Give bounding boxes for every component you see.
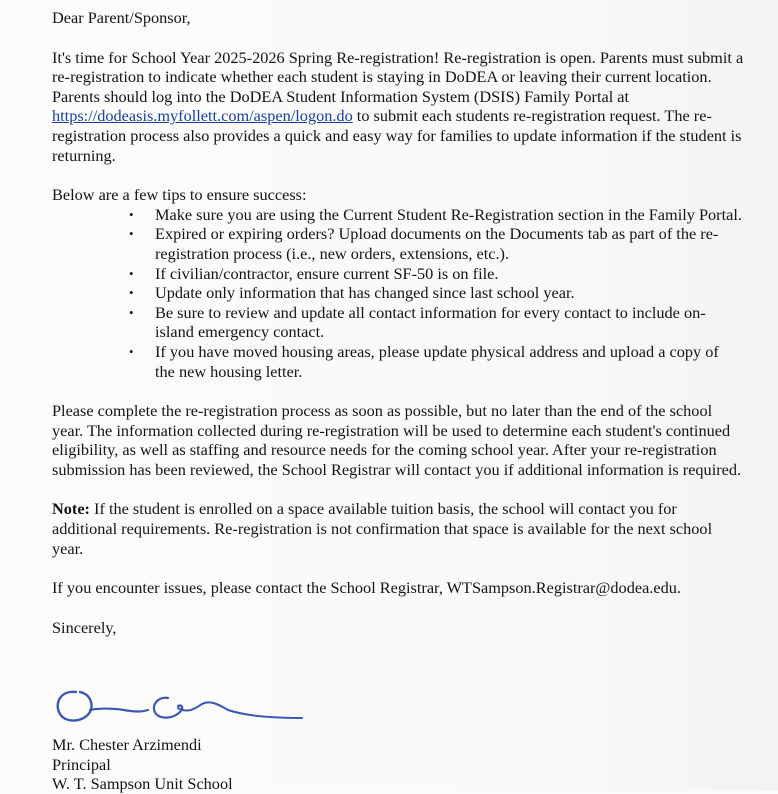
signatory-name: Mr. Chester Arzimendi <box>52 735 202 754</box>
completion-paragraph: Please complete the re-registration process as soon as possible, but no later than the end of the school year. The information collected during re-registration will be used to determine each student's continued eligibility, as well as staffing and resource needs for the coming school year. After your re-registration submission has been reviewed, the School Registrar will contact you if additional information is required. <box>52 401 742 479</box>
note-paragraph <box>52 499 742 558</box>
intro-text-2: to submit each students re-registration request. The re-registration process also provides a quick and easy way for families to update information if the student is returning. <box>52 106 742 165</box>
greeting: Dear Parent/Sponsor, <box>52 8 191 27</box>
tip-item: • Expired or expiring orders? Upload documents on the Documents tab as part of the re-registration process (i.e., new orders, extensions, etc.). <box>129 224 742 263</box>
intro-text-1: It's time for School Year 2025-2026 Spring Re-registration! Re-registration is open. Parents must submit a re-registration to indicate whether each student is staying in DoDEA or leaving their current location. Parents should log into the DoDEA Student Information System (DSIS) Family Portal at <box>52 47 744 106</box>
tip-item: • Update only information that has changed since last school year. <box>129 283 742 303</box>
handwritten-signature <box>50 682 310 730</box>
signature-block <box>52 735 233 794</box>
note-label: Note: <box>52 499 90 519</box>
tips-list <box>129 205 742 381</box>
tip-item: • If you have moved housing areas, please update physical address and upload a copy of the new housing letter. <box>129 342 742 381</box>
tip-item: • If civilian/contractor, ensure current SF-50 is on file. <box>129 264 742 284</box>
contact-line: If you encounter issues, please contact the School Registrar, WTSampson.Registrar@dodea.edu. <box>52 578 681 598</box>
tip-item: • Make sure you are using the Current Student Re-Registration section in the Family Portal. <box>129 205 742 225</box>
note-text: If the student is enrolled on a space available tuition basis, the school will contact you for additional requirements. Re-registration is not confirmation that space is available for the next school year. <box>52 499 713 558</box>
tip-item: • Be sure to review and update all contact information for every contact to include on-island emergency contact. <box>129 303 742 342</box>
signatory-title: Principal <box>52 754 111 774</box>
letter-body <box>52 0 742 637</box>
closing: Sincerely, <box>52 617 117 637</box>
signatory-school: W. T. Sampson Unit School <box>52 774 233 794</box>
tips-intro: Below are a few tips to ensure success: <box>52 185 307 205</box>
intro-paragraph <box>52 48 746 166</box>
portal-link[interactable]: https://dodeasis.myfollett.com/aspen/logon.do <box>52 106 353 126</box>
